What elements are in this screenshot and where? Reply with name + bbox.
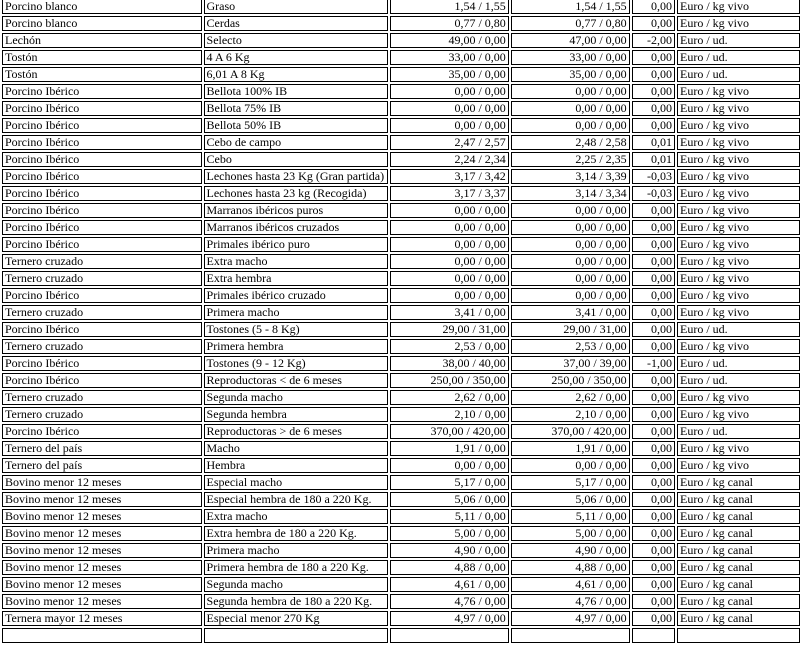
category-cell: Porcino Ibérico [2, 101, 202, 116]
table-row [2, 424, 800, 439]
table-row [2, 560, 800, 575]
empty-cell [204, 628, 388, 643]
current-price-cell: 0,00 / 0,00 [511, 458, 630, 473]
category-cell: Ternero del país [2, 441, 202, 456]
category-cell: Bovino menor 12 meses [2, 594, 202, 609]
category-cell: Ternera mayor 12 meses [2, 611, 202, 626]
unit-cell: Euro / kg canal [677, 509, 800, 524]
table-row [2, 254, 800, 269]
category-cell: Ternero cruzado [2, 305, 202, 320]
current-price-cell: 4,76 / 0,00 [511, 594, 630, 609]
table-row [2, 288, 800, 303]
category-cell: Porcino Ibérico [2, 288, 202, 303]
price-table-body [2, 0, 800, 643]
empty-cell [2, 628, 202, 643]
previous-price-cell: 0,77 / 0,80 [390, 16, 509, 31]
category-cell: Porcino Ibérico [2, 322, 202, 337]
product-cell: Primales ibérico puro [204, 237, 388, 252]
current-price-cell: 0,00 / 0,00 [511, 220, 630, 235]
current-price-cell: 33,00 / 0,00 [511, 50, 630, 65]
unit-cell: Euro / kg vivo [677, 458, 800, 473]
previous-price-cell: 2,47 / 2,57 [390, 135, 509, 150]
product-cell: Extra hembra de 180 a 220 Kg. [204, 526, 388, 541]
product-cell: Especial hembra de 180 a 220 Kg. [204, 492, 388, 507]
product-cell: Lechones hasta 23 kg (Recogida) [204, 186, 388, 201]
difference-cell: 0,00 [632, 288, 675, 303]
current-price-cell: 250,00 / 350,00 [511, 373, 630, 388]
table-row [2, 0, 800, 14]
unit-cell: Euro / kg canal [677, 560, 800, 575]
table-row [2, 237, 800, 252]
unit-cell: Euro / kg vivo [677, 390, 800, 405]
unit-cell: Euro / kg vivo [677, 118, 800, 133]
unit-cell: Euro / kg vivo [677, 288, 800, 303]
category-cell: Porcino Ibérico [2, 135, 202, 150]
difference-cell: -2,00 [632, 33, 675, 48]
empty-cell [677, 628, 800, 643]
category-cell: Bovino menor 12 meses [2, 560, 202, 575]
category-cell: Tostón [2, 50, 202, 65]
current-price-cell: 0,00 / 0,00 [511, 237, 630, 252]
category-cell: Porcino Ibérico [2, 373, 202, 388]
difference-cell: 0,01 [632, 135, 675, 150]
previous-price-cell: 0,00 / 0,00 [390, 203, 509, 218]
current-price-cell: 37,00 / 39,00 [511, 356, 630, 371]
unit-cell: Euro / kg vivo [677, 254, 800, 269]
unit-cell: Euro / kg vivo [677, 203, 800, 218]
unit-cell: Euro / kg canal [677, 492, 800, 507]
previous-price-cell: 0,00 / 0,00 [390, 220, 509, 235]
difference-cell: -0,03 [632, 186, 675, 201]
category-cell: Bovino menor 12 meses [2, 475, 202, 490]
category-cell: Bovino menor 12 meses [2, 543, 202, 558]
category-cell: Porcino blanco [2, 16, 202, 31]
current-price-cell: 2,25 / 2,35 [511, 152, 630, 167]
unit-cell: Euro / kg vivo [677, 84, 800, 99]
previous-price-cell: 5,06 / 0,00 [390, 492, 509, 507]
previous-price-cell: 35,00 / 0,00 [390, 67, 509, 82]
table-row [2, 611, 800, 626]
category-cell: Bovino menor 12 meses [2, 577, 202, 592]
product-cell: Extra hembra [204, 271, 388, 286]
unit-cell: Euro / kg vivo [677, 407, 800, 422]
unit-cell: Euro / kg vivo [677, 271, 800, 286]
current-price-cell: 5,17 / 0,00 [511, 475, 630, 490]
table-row [2, 577, 800, 592]
table-row [2, 492, 800, 507]
product-cell: Bellota 50% IB [204, 118, 388, 133]
previous-price-cell: 1,91 / 0,00 [390, 441, 509, 456]
unit-cell: Euro / ud. [677, 322, 800, 337]
difference-cell: 0,01 [632, 152, 675, 167]
previous-price-cell: 2,53 / 0,00 [390, 339, 509, 354]
previous-price-cell: 4,61 / 0,00 [390, 577, 509, 592]
difference-cell: 0,00 [632, 594, 675, 609]
product-cell: 6,01 A 8 Kg [204, 67, 388, 82]
product-cell: Segunda hembra de 180 a 220 Kg. [204, 594, 388, 609]
category-cell: Porcino Ibérico [2, 118, 202, 133]
unit-cell: Euro / kg vivo [677, 186, 800, 201]
category-cell: Ternero cruzado [2, 407, 202, 422]
previous-price-cell: 4,88 / 0,00 [390, 560, 509, 575]
product-cell: Tostones (9 - 12 Kg) [204, 356, 388, 371]
table-row [2, 271, 800, 286]
table-row [2, 441, 800, 456]
table-row [2, 84, 800, 99]
current-price-cell: 29,00 / 31,00 [511, 322, 630, 337]
difference-cell: -0,03 [632, 169, 675, 184]
difference-cell: 0,00 [632, 458, 675, 473]
previous-price-cell: 5,17 / 0,00 [390, 475, 509, 490]
unit-cell: Euro / kg canal [677, 611, 800, 626]
current-price-cell: 5,06 / 0,00 [511, 492, 630, 507]
table-row [2, 50, 800, 65]
difference-cell: 0,00 [632, 407, 675, 422]
unit-cell: Euro / kg vivo [677, 339, 800, 354]
current-price-cell: 370,00 / 420,00 [511, 424, 630, 439]
unit-cell: Euro / kg vivo [677, 220, 800, 235]
previous-price-cell: 0,00 / 0,00 [390, 458, 509, 473]
unit-cell: Euro / kg vivo [677, 169, 800, 184]
product-cell: Reproductoras > de 6 meses [204, 424, 388, 439]
difference-cell: 0,00 [632, 560, 675, 575]
table-row [2, 322, 800, 337]
current-price-cell: 2,48 / 2,58 [511, 135, 630, 150]
previous-price-cell: 3,17 / 3,42 [390, 169, 509, 184]
current-price-cell: 4,90 / 0,00 [511, 543, 630, 558]
previous-price-cell: 0,00 / 0,00 [390, 118, 509, 133]
current-price-cell: 1,91 / 0,00 [511, 441, 630, 456]
table-row [2, 152, 800, 167]
table-row [2, 305, 800, 320]
previous-price-cell: 250,00 / 350,00 [390, 373, 509, 388]
current-price-cell: 0,00 / 0,00 [511, 288, 630, 303]
product-cell: Primera macho [204, 305, 388, 320]
previous-price-cell: 3,41 / 0,00 [390, 305, 509, 320]
previous-price-cell: 1,54 / 1,55 [390, 0, 509, 14]
current-price-cell: 4,97 / 0,00 [511, 611, 630, 626]
product-cell: Marranos ibéricos puros [204, 203, 388, 218]
category-cell: Tostón [2, 67, 202, 82]
difference-cell: 0,00 [632, 475, 675, 490]
product-cell: Especial macho [204, 475, 388, 490]
table-row [2, 356, 800, 371]
category-cell: Porcino Ibérico [2, 237, 202, 252]
current-price-cell: 35,00 / 0,00 [511, 67, 630, 82]
current-price-cell: 3,14 / 3,34 [511, 186, 630, 201]
table-row [2, 594, 800, 609]
product-cell: Bellota 100% IB [204, 84, 388, 99]
table-row [2, 135, 800, 150]
previous-price-cell: 2,24 / 2,34 [390, 152, 509, 167]
unit-cell: Euro / ud. [677, 373, 800, 388]
current-price-cell: 2,53 / 0,00 [511, 339, 630, 354]
difference-cell: 0,00 [632, 509, 675, 524]
table-row [2, 33, 800, 48]
previous-price-cell: 3,17 / 3,37 [390, 186, 509, 201]
unit-cell: Euro / kg vivo [677, 152, 800, 167]
empty-cell [390, 628, 509, 643]
current-price-cell: 0,00 / 0,00 [511, 254, 630, 269]
category-cell: Porcino Ibérico [2, 169, 202, 184]
category-cell: Bovino menor 12 meses [2, 509, 202, 524]
current-price-cell: 0,00 / 0,00 [511, 271, 630, 286]
unit-cell: Euro / ud. [677, 33, 800, 48]
previous-price-cell: 370,00 / 420,00 [390, 424, 509, 439]
difference-cell: 0,00 [632, 390, 675, 405]
previous-price-cell: 5,00 / 0,00 [390, 526, 509, 541]
difference-cell: 0,00 [632, 220, 675, 235]
current-price-cell: 0,00 / 0,00 [511, 101, 630, 116]
unit-cell: Euro / kg canal [677, 594, 800, 609]
unit-cell: Euro / kg vivo [677, 441, 800, 456]
difference-cell: 0,00 [632, 50, 675, 65]
category-cell: Bovino menor 12 meses [2, 526, 202, 541]
empty-cell [632, 628, 675, 643]
difference-cell: 0,00 [632, 424, 675, 439]
previous-price-cell: 0,00 / 0,00 [390, 101, 509, 116]
product-cell: Segunda macho [204, 577, 388, 592]
product-cell: Hembra [204, 458, 388, 473]
table-row [2, 169, 800, 184]
category-cell: Porcino Ibérico [2, 356, 202, 371]
table-row [2, 458, 800, 473]
difference-cell: 0,00 [632, 101, 675, 116]
product-cell: Graso [204, 0, 388, 14]
difference-cell: -1,00 [632, 356, 675, 371]
difference-cell: 0,00 [632, 271, 675, 286]
current-price-cell: 47,00 / 0,00 [511, 33, 630, 48]
product-cell: Primales ibérico cruzado [204, 288, 388, 303]
previous-price-cell: 4,97 / 0,00 [390, 611, 509, 626]
current-price-cell: 4,88 / 0,00 [511, 560, 630, 575]
category-cell: Ternero del país [2, 458, 202, 473]
product-cell: Extra macho [204, 509, 388, 524]
category-cell: Ternero cruzado [2, 339, 202, 354]
current-price-cell: 2,62 / 0,00 [511, 390, 630, 405]
difference-cell: 0,00 [632, 611, 675, 626]
unit-cell: Euro / kg canal [677, 577, 800, 592]
previous-price-cell: 4,90 / 0,00 [390, 543, 509, 558]
category-cell: Lechón [2, 33, 202, 48]
difference-cell: 0,00 [632, 0, 675, 14]
difference-cell: 0,00 [632, 254, 675, 269]
category-cell: Ternero cruzado [2, 271, 202, 286]
unit-cell: Euro / kg vivo [677, 16, 800, 31]
previous-price-cell: 33,00 / 0,00 [390, 50, 509, 65]
product-cell: Marranos ibéricos cruzados [204, 220, 388, 235]
category-cell: Bovino menor 12 meses [2, 492, 202, 507]
category-cell: Ternero cruzado [2, 254, 202, 269]
product-cell: Macho [204, 441, 388, 456]
category-cell: Porcino Ibérico [2, 424, 202, 439]
difference-cell: 0,00 [632, 339, 675, 354]
previous-price-cell: 4,76 / 0,00 [390, 594, 509, 609]
table-row [2, 16, 800, 31]
table-row [2, 407, 800, 422]
product-cell: Primera hembra de 180 a 220 Kg. [204, 560, 388, 575]
previous-price-cell: 2,10 / 0,00 [390, 407, 509, 422]
difference-cell: 0,00 [632, 118, 675, 133]
product-cell: Primera hembra [204, 339, 388, 354]
previous-price-cell: 0,00 / 0,00 [390, 254, 509, 269]
product-cell: Lechones hasta 23 Kg (Gran partida) [204, 169, 388, 184]
category-cell: Ternero cruzado [2, 390, 202, 405]
category-cell: Porcino Ibérico [2, 152, 202, 167]
current-price-cell: 3,14 / 3,39 [511, 169, 630, 184]
unit-cell: Euro / kg vivo [677, 135, 800, 150]
difference-cell: 0,00 [632, 373, 675, 388]
category-cell: Porcino Ibérico [2, 84, 202, 99]
difference-cell: 0,00 [632, 237, 675, 252]
unit-cell: Euro / ud. [677, 50, 800, 65]
table-row [2, 526, 800, 541]
unit-cell: Euro / kg canal [677, 543, 800, 558]
product-cell: Selecto [204, 33, 388, 48]
current-price-cell: 2,10 / 0,00 [511, 407, 630, 422]
current-price-cell: 0,00 / 0,00 [511, 84, 630, 99]
table-row-empty [2, 628, 800, 643]
difference-cell: 0,00 [632, 526, 675, 541]
previous-price-cell: 0,00 / 0,00 [390, 271, 509, 286]
unit-cell: Euro / kg canal [677, 526, 800, 541]
difference-cell: 0,00 [632, 305, 675, 320]
unit-cell: Euro / ud. [677, 356, 800, 371]
current-price-cell: 0,00 / 0,00 [511, 118, 630, 133]
product-cell: Tostones (5 - 8 Kg) [204, 322, 388, 337]
current-price-cell: 0,00 / 0,00 [511, 203, 630, 218]
empty-cell [511, 628, 630, 643]
product-cell: Especial menor 270 Kg [204, 611, 388, 626]
unit-cell: Euro / kg canal [677, 475, 800, 490]
current-price-cell: 1,54 / 1,55 [511, 0, 630, 14]
table-row [2, 475, 800, 490]
previous-price-cell: 29,00 / 31,00 [390, 322, 509, 337]
previous-price-cell: 0,00 / 0,00 [390, 237, 509, 252]
table-row [2, 118, 800, 133]
current-price-cell: 5,00 / 0,00 [511, 526, 630, 541]
product-cell: Segunda macho [204, 390, 388, 405]
table-row [2, 203, 800, 218]
table-row [2, 67, 800, 82]
product-cell: Bellota 75% IB [204, 101, 388, 116]
previous-price-cell: 38,00 / 40,00 [390, 356, 509, 371]
product-cell: Extra macho [204, 254, 388, 269]
difference-cell: 0,00 [632, 16, 675, 31]
previous-price-cell: 49,00 / 0,00 [390, 33, 509, 48]
product-cell: Cebo de campo [204, 135, 388, 150]
table-row [2, 339, 800, 354]
unit-cell: Euro / kg vivo [677, 237, 800, 252]
table-row [2, 390, 800, 405]
category-cell: Porcino Ibérico [2, 186, 202, 201]
difference-cell: 0,00 [632, 543, 675, 558]
unit-cell: Euro / kg vivo [677, 101, 800, 116]
table-row [2, 509, 800, 524]
difference-cell: 0,00 [632, 203, 675, 218]
previous-price-cell: 5,11 / 0,00 [390, 509, 509, 524]
current-price-cell: 0,77 / 0,80 [511, 16, 630, 31]
difference-cell: 0,00 [632, 322, 675, 337]
difference-cell: 0,00 [632, 492, 675, 507]
category-cell: Porcino Ibérico [2, 203, 202, 218]
previous-price-cell: 2,62 / 0,00 [390, 390, 509, 405]
product-cell: Segunda hembra [204, 407, 388, 422]
unit-cell: Euro / kg vivo [677, 305, 800, 320]
table-row [2, 543, 800, 558]
unit-cell: Euro / kg vivo [677, 0, 800, 14]
current-price-cell: 5,11 / 0,00 [511, 509, 630, 524]
product-cell: Primera macho [204, 543, 388, 558]
previous-price-cell: 0,00 / 0,00 [390, 84, 509, 99]
category-cell: Porcino Ibérico [2, 220, 202, 235]
difference-cell: 0,00 [632, 441, 675, 456]
unit-cell: Euro / ud. [677, 67, 800, 82]
table-row [2, 220, 800, 235]
unit-cell: Euro / ud. [677, 424, 800, 439]
product-cell: Cebo [204, 152, 388, 167]
product-cell: Cerdas [204, 16, 388, 31]
table-row [2, 101, 800, 116]
table-row [2, 373, 800, 388]
product-cell: Reproductoras < de 6 meses [204, 373, 388, 388]
difference-cell: 0,00 [632, 67, 675, 82]
previous-price-cell: 0,00 / 0,00 [390, 288, 509, 303]
difference-cell: 0,00 [632, 84, 675, 99]
category-cell: Porcino blanco [2, 0, 202, 14]
table-row [2, 186, 800, 201]
product-cell: 4 A 6 Kg [204, 50, 388, 65]
difference-cell: 0,00 [632, 577, 675, 592]
current-price-cell: 4,61 / 0,00 [511, 577, 630, 592]
current-price-cell: 3,41 / 0,00 [511, 305, 630, 320]
